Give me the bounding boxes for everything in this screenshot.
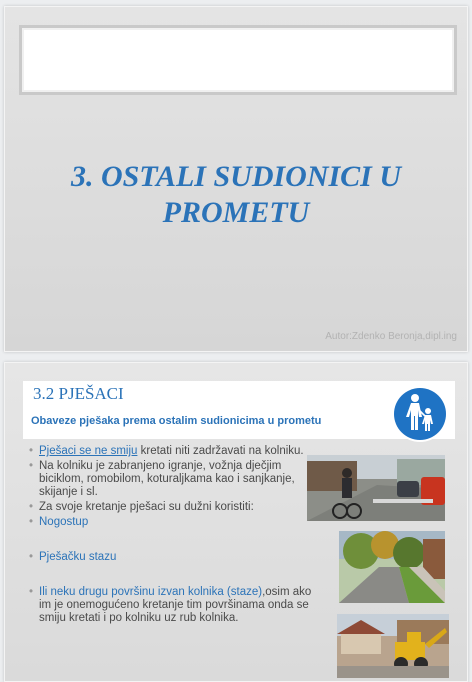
list-item-text: Na kolniku je zabranjeno igranje, vožnja dječjim biciklom, romobilom, koturaljkama kao i sanjkanje, skijanje i sl. [39,460,295,498]
list-item-text-highlight: Ili neku drugu površinu izvan kolnika (staze) [39,586,263,598]
content-slide [4,362,468,682]
pedestrian-rule-link[interactable]: Pješaci se ne smiju [39,445,138,457]
list-item [29,551,319,564]
pedestrian-zone-sign-icon [391,385,449,443]
list-item-text: Za svoje kretanje pješaci su dužni koristiti: [39,501,254,513]
title-slide-header-box [19,25,457,95]
list-item [29,445,319,458]
list-item [29,586,319,625]
title-slide-heading: 3. OSTALI SUDIONICI U PROMETU [70,160,402,229]
title-slide [4,6,468,352]
cyclist-street-photo [307,455,445,521]
road-construction-photo [337,614,449,678]
content-slide-subtitle: Obaveze pješaka prema ostalim sudionicima u prometu [31,415,322,427]
author-credit: Autor:Zdenko Beronja,dipl.ing [325,331,457,342]
list-item [29,501,319,514]
list-item [29,516,319,529]
list-item-text: kretati niti zadržavati na kolniku. [137,445,304,457]
list-item-text: Nogostup [39,516,89,528]
obligations-list [29,445,319,627]
list-item-text: Pješačku stazu [39,551,117,563]
content-slide-title: 3.2 PJEŠACI [33,384,124,403]
list-item [29,460,319,499]
sidewalk-photo [339,531,445,603]
list-item-text: ,osim ako im je onemogućeno kretanje tim površinama onda se smiju kretati i po kolniku uz rub kolnika. [39,586,312,624]
